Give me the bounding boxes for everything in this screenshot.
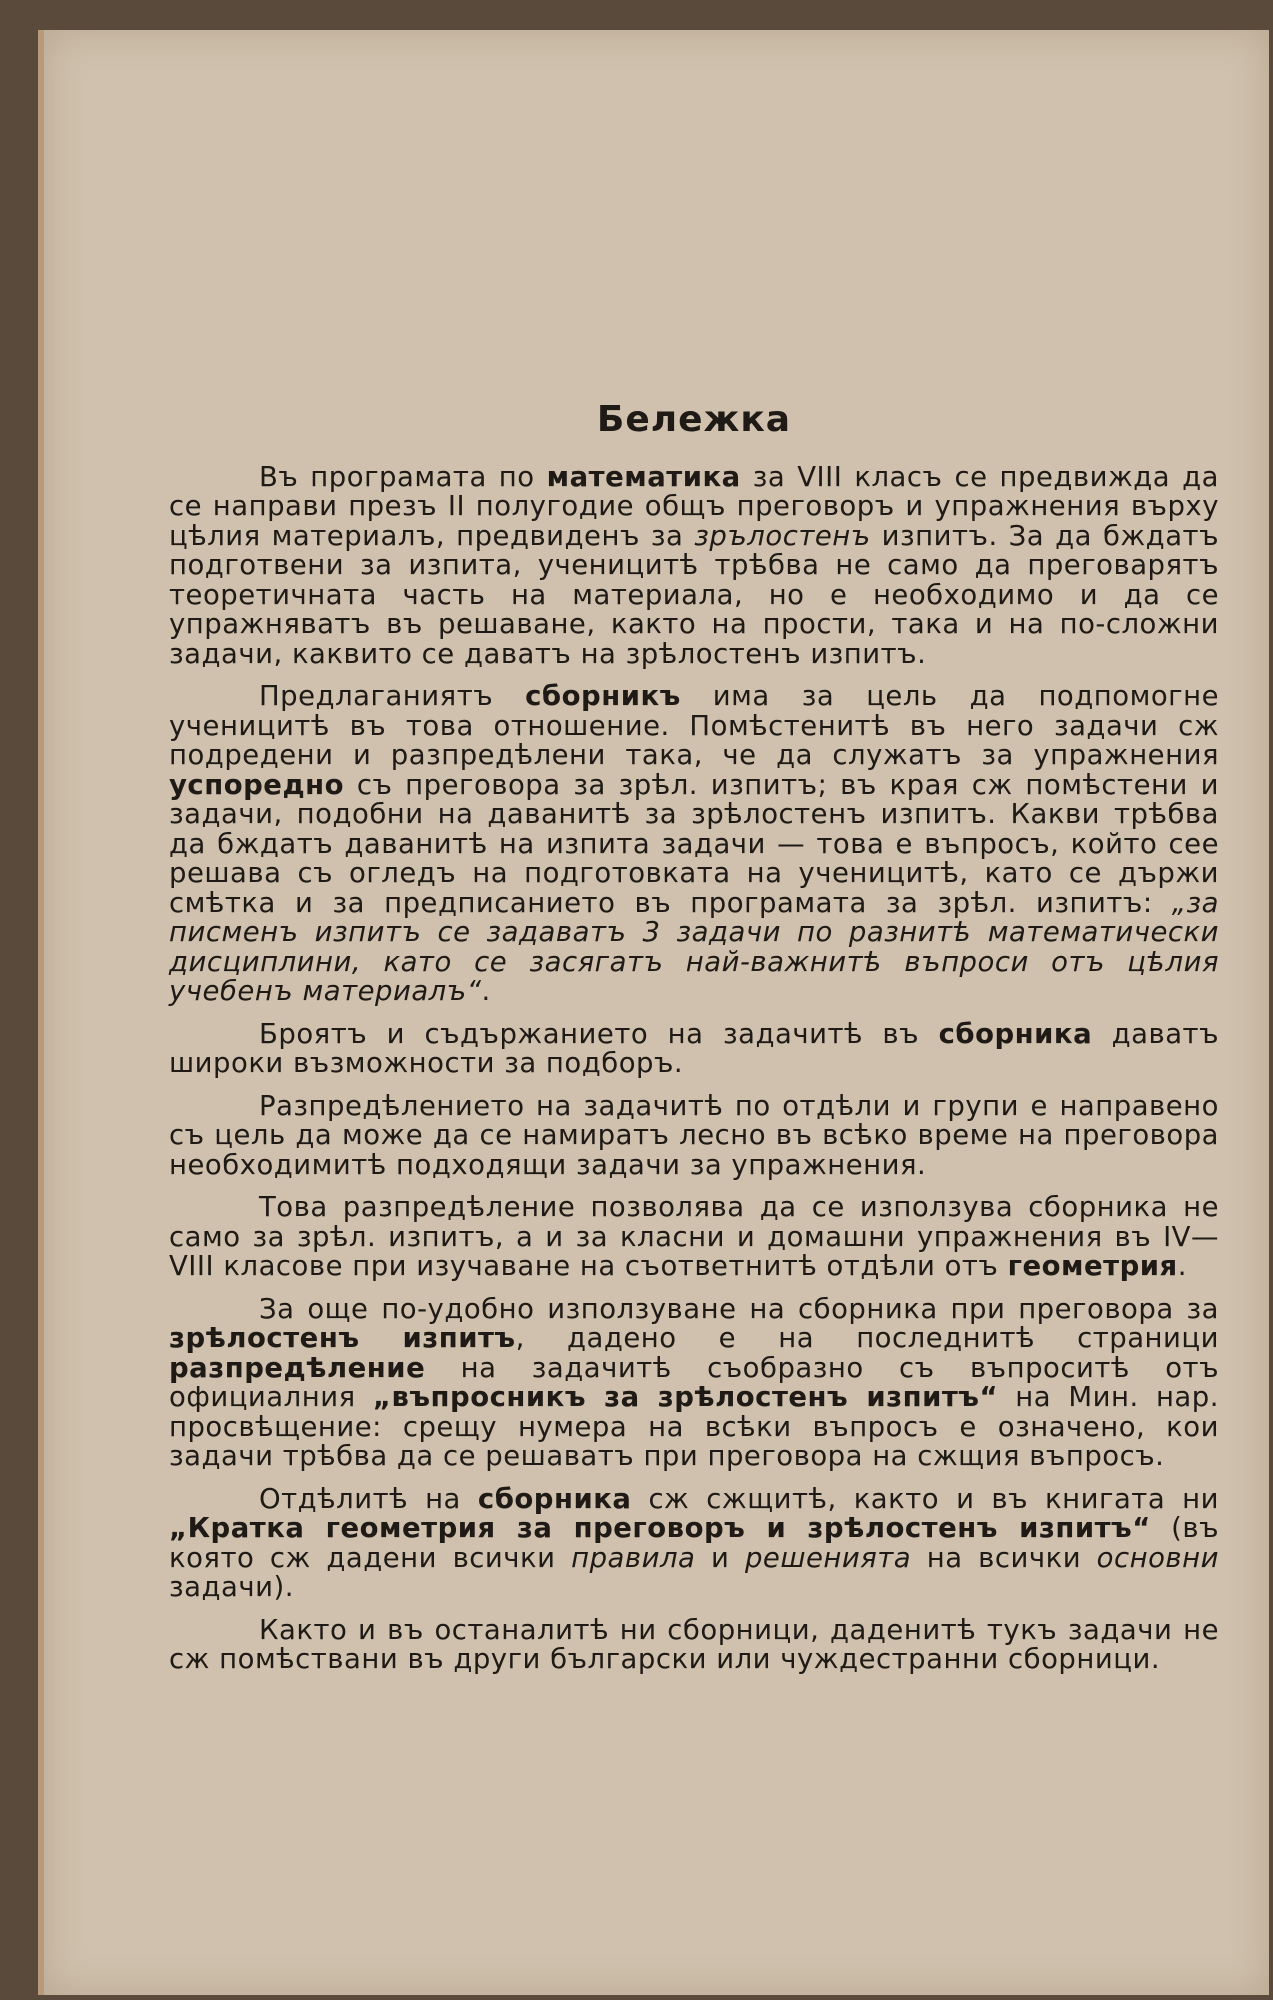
page-title: Бележка	[596, 399, 792, 440]
book-page	[38, 30, 1269, 1995]
paragraph-2: Предлаганиятъ сборникъ има за цель да подпомогне ученицитѣ въ това отношение. Помѣстенитѣ въ него задачи сж подредени и разпредѣлени така, че да служатъ за упражнения успоредно съ преговора за зрѣл. изпитъ; въ края сж помѣстени и задачи, подобни на даванитѣ за зрѣлостенъ изпитъ. Какви трѣбва да бждатъ даванитѣ на изпита задачи — това е въпросъ, който сее решава съ огледъ на подготовката на ученицитѣ, като се държи смѣтка и за предписанието въ програмата за зрѣл. изпитъ: „за писменъ изпитъ се задаватъ 3 задачи по разнитѣ математически дисциплини, като се засягатъ най-важнитѣ въпроси отъ цѣлия учебенъ материалъ“.	[169, 680, 1219, 1007]
page-text	[169, 370, 1219, 1688]
paragraph-6: За още по-удобно използуване на сборника при преговора за зрѣлостенъ изпитъ, дадено е на последнитѣ страници разпредѣление на задачитѣ съобразно съ въпроситѣ отъ официалния „въпросникъ за зрѣлостенъ изпитъ“ на Мин. нар. просвѣщение: срещу нумера на всѣки въпросъ е означено, кои задачи трѣбва да се решаватъ при преговора на сжщия въпросъ.	[169, 1292, 1219, 1472]
paragraph-1: Въ програмата по математика за VIII класъ се предвижда да се направи презъ II полугодие общъ преговоръ и упражнения върху цѣлия материалъ, предвиденъ за зрълостенъ изпитъ. За да бждатъ подготвени за изпита, ученицитѣ трѣбва не само да преговарятъ теоретичната часть на материала, но е необходимо и да се упражняватъ въ решаване, както на прости, така и на по-сложни задачи, каквито се даватъ на зрѣлостенъ изпитъ.	[169, 460, 1219, 670]
paragraph-8: Както и въ останалитѣ ни сборници, даденитѣ тукъ задачи не сж помѣствани въ други български или чуждестранни сборници.	[169, 1613, 1219, 1675]
paragraph-3: Броятъ и съдържанието на задачитѣ въ сборника даватъ широки възможности за подборъ.	[169, 1017, 1220, 1079]
paragraph-5: Това разпредѣление позволява да се използува сборника не само за зрѣл. изпитъ, а и за класни и домашни упражнения въ IV—VIII класове при изучаване на съответнитѣ отдѣли отъ геометрия.	[169, 1191, 1219, 1282]
paragraph-7: Отдѣлитѣ на сборника сж сжщитѣ, както и въ книгата ни „Кратка геометрия за преговоръ и зрѣлостенъ изпитъ“ (въ която сж дадени всички правила и решенията на всички основни задачи).	[169, 1482, 1219, 1603]
paragraph-4: Разпредѣлението на задачитѣ по отдѣли и групи е направено съ цель да може да се намиратъ лесно въ всѣко време на преговора необходимитѣ подходящи задачи за упражнения.	[169, 1089, 1219, 1181]
